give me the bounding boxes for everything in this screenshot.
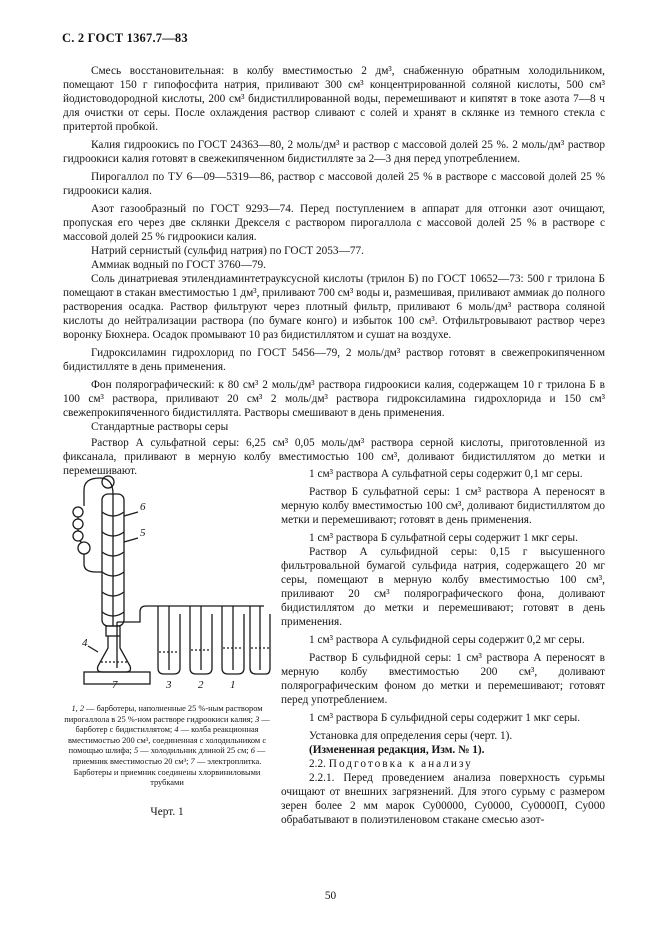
paragraph-hydroxylamine: Гидроксиламин гидрохлорид по ГОСТ 5456—79, 2 моль/дм³ раствор готовят в свежепрокипяченном бидистилляте в день применения. [63, 347, 605, 373]
apparatus-figure [62, 472, 272, 692]
figure-caption: 1, 2 — барботеры, наполненные 25 %-ным раствором пирогаллола в 25 %-ном растворе гидроокиси калия; 3 — барботер с бидистиллятом; 4 — колба реакционная вместимостью 200 см³, соединенная с холодильником с помощью шлифа; 5 — холодильник длиной 25 см; 6 — приемник вместимостью 20 см³; 7 — электроплитка. Барботеры и приемник соединены хлорвиниловыми трубками [64, 704, 270, 788]
paragraph-nitrogen: Азот газообразный по ГОСТ 9293—74. Перед поступлением в аппарат для отгонки азот очищают, пропуская его через две склянки Дрекселя с раствором пирогаллола с массовой долей 25 % в растворе с массовой долей 25 % гидроокиси калия. [63, 203, 605, 243]
paragraph-sodium-sulfide: Натрий сернистый (сульфид натрия) по ГОСТ 2053—77. [91, 245, 364, 257]
paragraph-sulfate-solution-b: Раствор Б сульфатной серы: 1 см³ раствора А переносят в мерную колбу вместимостью 100 см³, доливают бидистиллятом до метки и перемешивают; готовят в день применения. [281, 486, 605, 526]
paragraph-sulfide-solution-a: Раствор А сульфидной серы: 0,15 г высушенного фильтровальной бумагой сульфида натрия, содержащего 20 мг серы, помещают в мерную колбу вместимостью 100 см³, приливают 20 см³ полярографического фона, доливают бидистиллятом до метки и перемешивают; готовят в день применения. [281, 546, 605, 628]
figure-label-6: 6 [140, 501, 146, 513]
paragraph-standard-solutions: Стандартные растворы серы [91, 421, 229, 433]
figure-label-2: 2 [198, 679, 204, 691]
paragraph-polarographic-background: Фон полярографический: к 80 см³ 2 моль/дм³ раствора гидроокиси калия, содержащем 10 г трилона Б в 100 см³ раствора, приливают 20 см³ 2 моль/дм³ раствора гидроксиламина гидрохлорида и 150 см³ свежепрокипяченного бидистиллята. Растворы смешивают в день применения. [63, 379, 605, 419]
paragraph-ammonia: Аммиак водный по ГОСТ 3760—79. [91, 259, 266, 271]
section-number: 2.2. [309, 758, 326, 770]
paragraph-sulfate-solution-a: Раствор А сульфатной серы: 6,25 см³ 0,05 моль/дм³ раствора серной кислоты, приготовленной из фиксанала, приливают в мерную колбу вместимостью 100 см³, доливают бидистиллятом до метки и перемешивают. [63, 437, 605, 477]
paragraph-sulfide-a-content: 1 см³ раствора А сульфидной серы содержит 0,2 мг серы. [309, 634, 585, 646]
figure-label-4: 4 [82, 637, 88, 649]
figure-label-1: 1 [230, 679, 236, 691]
section-heading-preparation [281, 757, 605, 771]
paragraph-trilon: Соль динатриевая этилендиаминтетрауксусной кислоты (трилон Б) по ГОСТ 10652—73: 500 г трилона Б помещают в стакан вместимостью 1 дм³, приливают 700 см³ воды и, размешивая, приливают аммиак до полного растворения осадка. Раствор фильтруют через плотный фильтр, приливают 6 моль/дм³ раствора соляной кислоты до нейтрализации раствора (по бумаге конго) и избыток 100 см³. Отфильтровывают раствор через воронку Бюхнера. Осадок промывают 10 раз бидистиллятом и сушат на воздухе. [63, 273, 605, 341]
intro-text-block [63, 64, 605, 478]
paragraph-pyrogallol: Пирогаллол по ТУ 6—09—5319—86, раствор с массовой долей 25 % в растворе с массовой долей 25 % гидроокиси калия. [63, 171, 605, 197]
figure-title: Черт. 1 [150, 806, 184, 818]
paragraph-2-2-1: 2.2.1. Перед проведением анализа поверхность сурьмы очищают от внешних загрязнений. Для этого сурьму с размером зерен более 2 мм марок Су00000, Су0000, Су0000П, Су000 обрабатывают в полиэтиленовом стакане смесью азот- [281, 772, 605, 826]
paragraph-sulfate-a-content: 1 см³ раствора А сульфатной серы содержит 0,1 мг серы. [309, 468, 583, 480]
paragraph-reducing-mixture: Смесь восстановительная: в колбу вместимостью 2 дм³, снабженную обратным холодильником, помещают 150 г гипофосфита натрия, приливают 300 см³ концентрированной соляной кислоты, 500 см³ йодистоводородной кислоты, 200 см³ бидистиллированной воды, перемешивают и кипятят в токе азота 7—8 ч для очистки от серы. После охлаждения раствор сливают с солей и хранят в склянке из темного стекла с притертой пробкой. [63, 65, 605, 133]
paragraph-sulfide-solution-b: Раствор Б сульфидной серы: 1 см³ раствора А переносят в мерную колбу вместимостью 200 см³, доливают полярографическим фоном до метки и перемешивают; готовят перед употреблением. [281, 652, 605, 706]
figure-label-7: 7 [112, 679, 118, 691]
paragraph-sulfate-b-content: 1 см³ раствора Б сульфатной серы содержит 1 мкг серы. [309, 532, 578, 544]
page-number: 50 [324, 890, 337, 902]
paragraph-sulfide-b-content: 1 см³ раствора Б сульфидной серы содержит 1 мкг серы. [309, 712, 581, 724]
right-column-text [281, 467, 605, 827]
paragraph-amendment: (Измененная редакция, Изм. № 1). [309, 744, 485, 756]
section-title: Подготовка к анализу [328, 758, 473, 770]
paragraph-installation: Установка для определения серы (черт. 1). [309, 730, 513, 742]
paragraph-potassium-hydroxide: Калия гидроокись по ГОСТ 24363—80, 2 моль/дм³ и раствор с массовой долей 25 %. 2 моль/дм³ раствор гидроокиси калия готовят в свежекипяченном бидистилляте за 2—3 дня перед употреблением. [63, 139, 605, 165]
page-header: С. 2 ГОСТ 1367.7—83 [62, 31, 188, 45]
figure-label-5: 5 [140, 527, 146, 539]
figure-label-3: 3 [166, 679, 172, 691]
